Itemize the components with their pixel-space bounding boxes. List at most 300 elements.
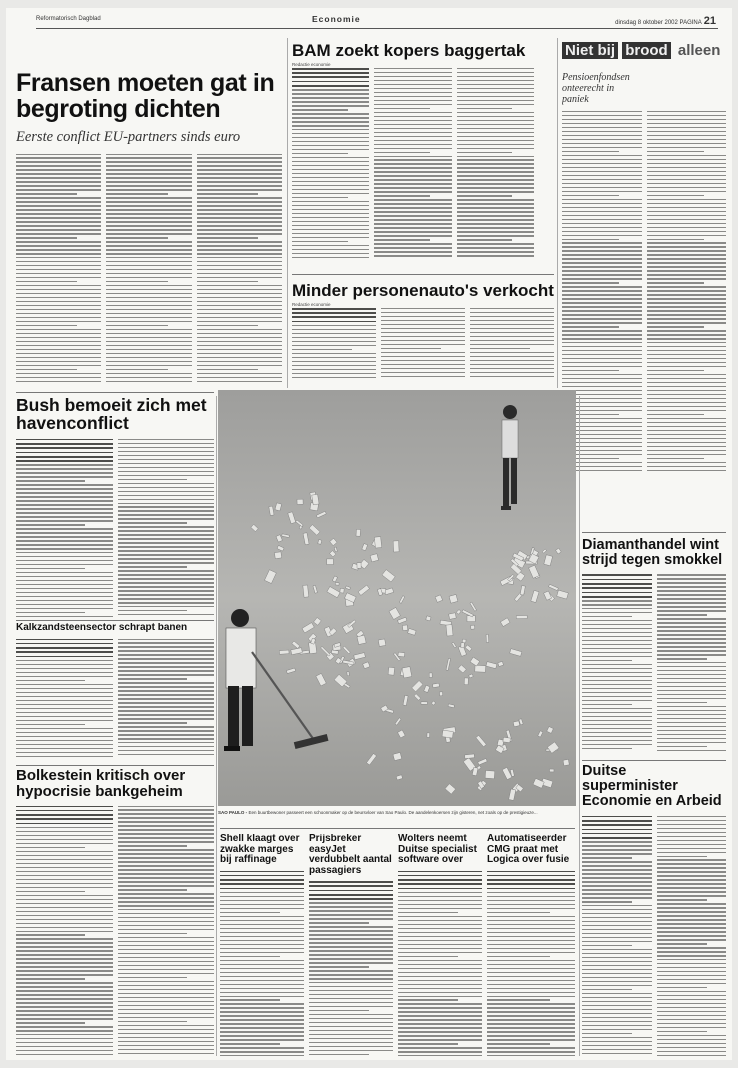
text-line (16, 704, 113, 705)
text-line (562, 155, 642, 156)
text-line (309, 1050, 393, 1051)
text-line (197, 221, 282, 222)
text-line (582, 949, 652, 950)
rule (582, 532, 726, 533)
text-line (457, 140, 534, 141)
text-line (562, 326, 619, 327)
text-line (16, 899, 113, 900)
text-line (647, 390, 727, 391)
text-line (16, 647, 113, 649)
text-line (16, 616, 113, 617)
text-line (16, 986, 113, 987)
text-line (106, 357, 191, 358)
text-line (657, 852, 727, 853)
article-wolters (398, 834, 482, 1056)
article-fransen (16, 70, 282, 390)
text-line (398, 920, 482, 921)
text-line (487, 912, 550, 913)
text-line (309, 885, 393, 887)
text-line (457, 175, 534, 176)
text-line (582, 744, 652, 745)
text-line (647, 111, 727, 112)
text-line (16, 496, 113, 497)
text-line (562, 127, 642, 128)
masthead-source: Reformatorisch Dagblad (36, 16, 101, 22)
text-line (292, 125, 369, 126)
text-line (457, 199, 534, 200)
text-line (292, 76, 369, 78)
text-line (118, 439, 215, 440)
text-line (16, 708, 113, 709)
text-line (197, 289, 282, 290)
text-line (220, 948, 304, 949)
text-line (457, 156, 534, 157)
text-line (657, 718, 727, 719)
text-line (487, 964, 575, 965)
text-line (457, 84, 534, 85)
text-line (562, 294, 642, 295)
text-line (374, 211, 451, 212)
text-line (657, 935, 727, 936)
text-line (657, 690, 727, 691)
text-line (457, 159, 534, 160)
text-line (309, 946, 393, 947)
text-line (457, 144, 534, 145)
text-line (16, 875, 113, 876)
text-line (582, 700, 652, 701)
text-line (118, 670, 215, 671)
text-line (657, 1007, 727, 1008)
text-line (106, 369, 167, 370)
text-line (582, 961, 652, 962)
text-line (562, 358, 642, 359)
text-line (647, 199, 727, 200)
text-line (470, 356, 554, 357)
text-line (16, 249, 101, 250)
text-line (118, 905, 215, 906)
text-line (220, 900, 304, 901)
text-line (374, 124, 451, 125)
text-line (16, 361, 101, 362)
text-line (118, 666, 215, 667)
text-line (647, 278, 727, 279)
text-line (197, 157, 282, 158)
text-line (292, 373, 376, 374)
text-line (220, 875, 304, 877)
text-line (197, 229, 282, 230)
text-line (562, 235, 642, 236)
text-line (647, 466, 727, 467)
text-line (16, 492, 113, 493)
text-line (657, 899, 707, 900)
text-line (16, 341, 101, 342)
text-line (16, 456, 113, 458)
text-line (562, 139, 642, 140)
text-line (106, 305, 191, 306)
text-line (582, 716, 652, 717)
text-line (582, 604, 652, 605)
text-line (309, 966, 369, 967)
text-line (487, 976, 575, 977)
text-line (16, 994, 113, 995)
paper-scrap (297, 499, 303, 504)
text-line (487, 888, 575, 890)
text-line (487, 1039, 575, 1040)
text-line (220, 944, 304, 945)
text-line (118, 913, 215, 914)
text-line (582, 652, 652, 653)
text-line (562, 254, 642, 255)
text-line (118, 686, 215, 687)
text-line (582, 600, 652, 601)
text-line (118, 510, 215, 511)
text-line (118, 937, 215, 938)
text-line (647, 139, 727, 140)
text-line (562, 266, 642, 267)
paper-scrap (449, 594, 458, 603)
text-line (16, 229, 101, 230)
text-line (309, 934, 393, 935)
text-line (582, 997, 652, 998)
rule (557, 38, 558, 388)
text-line (16, 664, 113, 665)
text-line (657, 614, 707, 615)
text-line (16, 285, 101, 286)
text-line (16, 181, 101, 182)
text-line (398, 896, 482, 897)
text-line (562, 183, 642, 184)
text-line (16, 564, 113, 565)
body-fransen-1 (16, 154, 101, 384)
text-line (118, 530, 215, 531)
text-line (16, 353, 101, 354)
text-line (292, 221, 369, 222)
text-line (220, 1055, 304, 1056)
photo-caption: SAO PAULO - Een buurtbewoner passeert een schoonmaker op de beursvloer van Sao Paulo. De aandelenkoersen zijn gisteren, net zoals op de prestigieuze... (218, 810, 538, 815)
text-line (562, 223, 642, 224)
text-line (562, 366, 642, 367)
text-line (374, 152, 430, 153)
paper-scrap (356, 529, 361, 536)
text-line (647, 290, 727, 291)
text-line (582, 676, 652, 677)
text-line (118, 730, 215, 731)
text-line (106, 377, 191, 378)
text-line (292, 85, 369, 87)
text-line (197, 313, 282, 314)
text-line (118, 455, 215, 456)
text-line (16, 452, 113, 454)
text-line (292, 337, 376, 338)
text-line (562, 298, 642, 299)
text-line (657, 911, 727, 912)
text-line (582, 616, 632, 617)
text-line (562, 211, 642, 212)
text-line (457, 88, 534, 89)
text-line (106, 301, 191, 302)
text-line (118, 459, 215, 460)
text-line (657, 726, 727, 727)
rule (16, 620, 214, 621)
text-line (398, 900, 482, 901)
text-line (647, 155, 727, 156)
text-line (647, 338, 727, 339)
text-line (197, 297, 282, 298)
text-line (398, 912, 458, 913)
text-line (657, 859, 727, 860)
text-line (197, 189, 282, 190)
text-line (657, 983, 727, 984)
rule (220, 828, 575, 829)
text-line (487, 1047, 575, 1048)
text-line (292, 68, 369, 70)
text-line (657, 967, 727, 968)
body-minder-1 (292, 308, 376, 378)
text-line (647, 470, 727, 471)
paper-scrap (378, 639, 386, 647)
body-bush-1 (16, 439, 113, 618)
rule (16, 392, 214, 393)
text-line (16, 520, 113, 521)
text-line (309, 898, 393, 900)
text-line (647, 458, 704, 459)
text-line (118, 726, 215, 727)
text-line (657, 658, 707, 659)
text-line (457, 108, 513, 109)
text-line (16, 736, 113, 737)
text-line (457, 100, 534, 101)
text-line (562, 119, 642, 120)
text-line (457, 235, 534, 236)
text-line (381, 308, 465, 309)
text-line (582, 909, 652, 910)
text-line (106, 241, 191, 242)
text-line (16, 728, 113, 729)
text-line (118, 678, 187, 679)
text-line (292, 249, 369, 250)
text-line (647, 246, 727, 247)
text-line (292, 325, 376, 326)
text-line (487, 952, 575, 953)
text-line (562, 143, 642, 144)
text-line (118, 969, 215, 970)
text-line (309, 1002, 393, 1003)
text-line (220, 892, 304, 893)
text-line (562, 135, 642, 136)
text-line (118, 817, 215, 818)
article-prijsbreker (309, 834, 393, 1056)
text-line (292, 312, 376, 314)
body-bam-2 (374, 68, 451, 258)
text-line (487, 904, 575, 905)
text-line (292, 169, 369, 170)
text-line (16, 716, 113, 717)
text-line (647, 394, 727, 395)
text-line (647, 422, 727, 423)
text-line (470, 312, 554, 313)
text-line (487, 1007, 575, 1008)
text-line (16, 600, 113, 601)
text-line (118, 682, 215, 683)
text-line (16, 516, 113, 517)
text-line (118, 451, 215, 452)
text-line (16, 201, 101, 202)
text-line (582, 596, 652, 598)
text-line (16, 193, 77, 194)
text-line (106, 285, 191, 286)
text-line (657, 951, 727, 952)
text-line (118, 750, 215, 751)
text-line (647, 366, 727, 367)
text-line (197, 257, 282, 258)
text-line (657, 840, 727, 841)
text-line (118, 639, 215, 640)
text-line (118, 1021, 187, 1022)
text-line (457, 124, 534, 125)
text-line (582, 885, 652, 886)
text-line (220, 912, 280, 913)
text-line (562, 215, 642, 216)
text-line (582, 829, 652, 831)
text-line (562, 242, 642, 243)
text-line (487, 920, 575, 921)
text-line (292, 316, 376, 318)
text-line (16, 173, 101, 174)
text-line (16, 855, 113, 856)
text-line (106, 341, 191, 342)
text-line (16, 205, 101, 206)
text-line (457, 76, 534, 77)
text-line (582, 1021, 652, 1022)
text-line (220, 999, 280, 1000)
text-line (457, 167, 534, 168)
text-line (470, 336, 554, 337)
text-line (381, 364, 465, 365)
text-line (647, 302, 727, 303)
text-line (118, 658, 215, 659)
text-line (457, 80, 534, 81)
text-line (562, 123, 642, 124)
text-line (118, 742, 215, 743)
text-line (381, 360, 465, 361)
text-line (647, 462, 727, 463)
paper-scrap (357, 563, 361, 569)
text-line (197, 353, 282, 354)
text-line (16, 169, 101, 170)
text-line (16, 349, 101, 350)
text-line (647, 298, 727, 299)
text-line (582, 845, 652, 846)
text-line (487, 871, 575, 873)
text-line (16, 584, 113, 585)
text-line (582, 736, 652, 737)
text-line (16, 740, 113, 741)
text-line (292, 72, 369, 74)
body-fransen-3 (197, 154, 282, 384)
text-line (197, 197, 282, 198)
text-line (582, 636, 652, 637)
text-line (582, 724, 652, 725)
text-line (118, 594, 215, 595)
text-line (197, 345, 282, 346)
text-line (582, 696, 652, 697)
text-line (16, 544, 113, 545)
text-line (398, 992, 482, 993)
text-line (374, 128, 451, 129)
text-line (197, 169, 282, 170)
text-line (197, 317, 282, 318)
text-line (118, 806, 215, 807)
text-line (197, 349, 282, 350)
text-line (374, 227, 451, 228)
text-line (582, 913, 652, 914)
text-line (582, 728, 652, 729)
text-line (582, 632, 652, 633)
text-line (16, 596, 113, 597)
text-line (16, 1034, 113, 1035)
text-line (16, 680, 85, 681)
text-line (16, 439, 113, 441)
text-line (118, 929, 215, 930)
body-bam-1 (292, 68, 369, 258)
text-line (582, 574, 652, 576)
text-line (309, 918, 393, 919)
text-line (398, 972, 482, 973)
text-line (457, 92, 534, 93)
text-line (118, 1053, 215, 1054)
text-line (309, 881, 393, 883)
text-line (16, 974, 113, 975)
text-line (220, 988, 304, 989)
article-diamanthandel (582, 538, 726, 753)
text-line (106, 313, 191, 314)
text-line (487, 1051, 575, 1052)
text-line (220, 1019, 304, 1020)
text-line (457, 171, 534, 172)
body-minder-3 (470, 308, 554, 378)
text-line (657, 991, 727, 992)
text-line (582, 857, 632, 858)
text-line (16, 827, 113, 828)
text-line (582, 837, 652, 839)
text-line (16, 357, 101, 358)
text-line (657, 742, 727, 743)
text-line (16, 161, 101, 162)
text-line (398, 999, 458, 1000)
text-line (562, 239, 619, 240)
text-line (118, 562, 215, 563)
text-line (398, 1031, 482, 1032)
text-line (118, 722, 187, 723)
text-line (118, 614, 215, 615)
text-line (398, 1019, 482, 1020)
text-line (657, 963, 727, 964)
text-line (657, 836, 727, 837)
text-line (398, 944, 482, 945)
subhead-pensioenfondsen: Pensioenfondsen onteerecht in paniek (562, 72, 630, 105)
text-line (647, 326, 704, 327)
text-line (582, 873, 652, 874)
paper-scrap (563, 759, 569, 765)
text-line (457, 120, 534, 121)
text-line (562, 195, 619, 196)
text-line (582, 644, 652, 645)
photo-stock-exchange-floor (218, 390, 576, 806)
text-line (16, 576, 113, 577)
text-line (657, 1027, 727, 1028)
text-line (16, 1006, 113, 1007)
text-line (118, 861, 215, 862)
